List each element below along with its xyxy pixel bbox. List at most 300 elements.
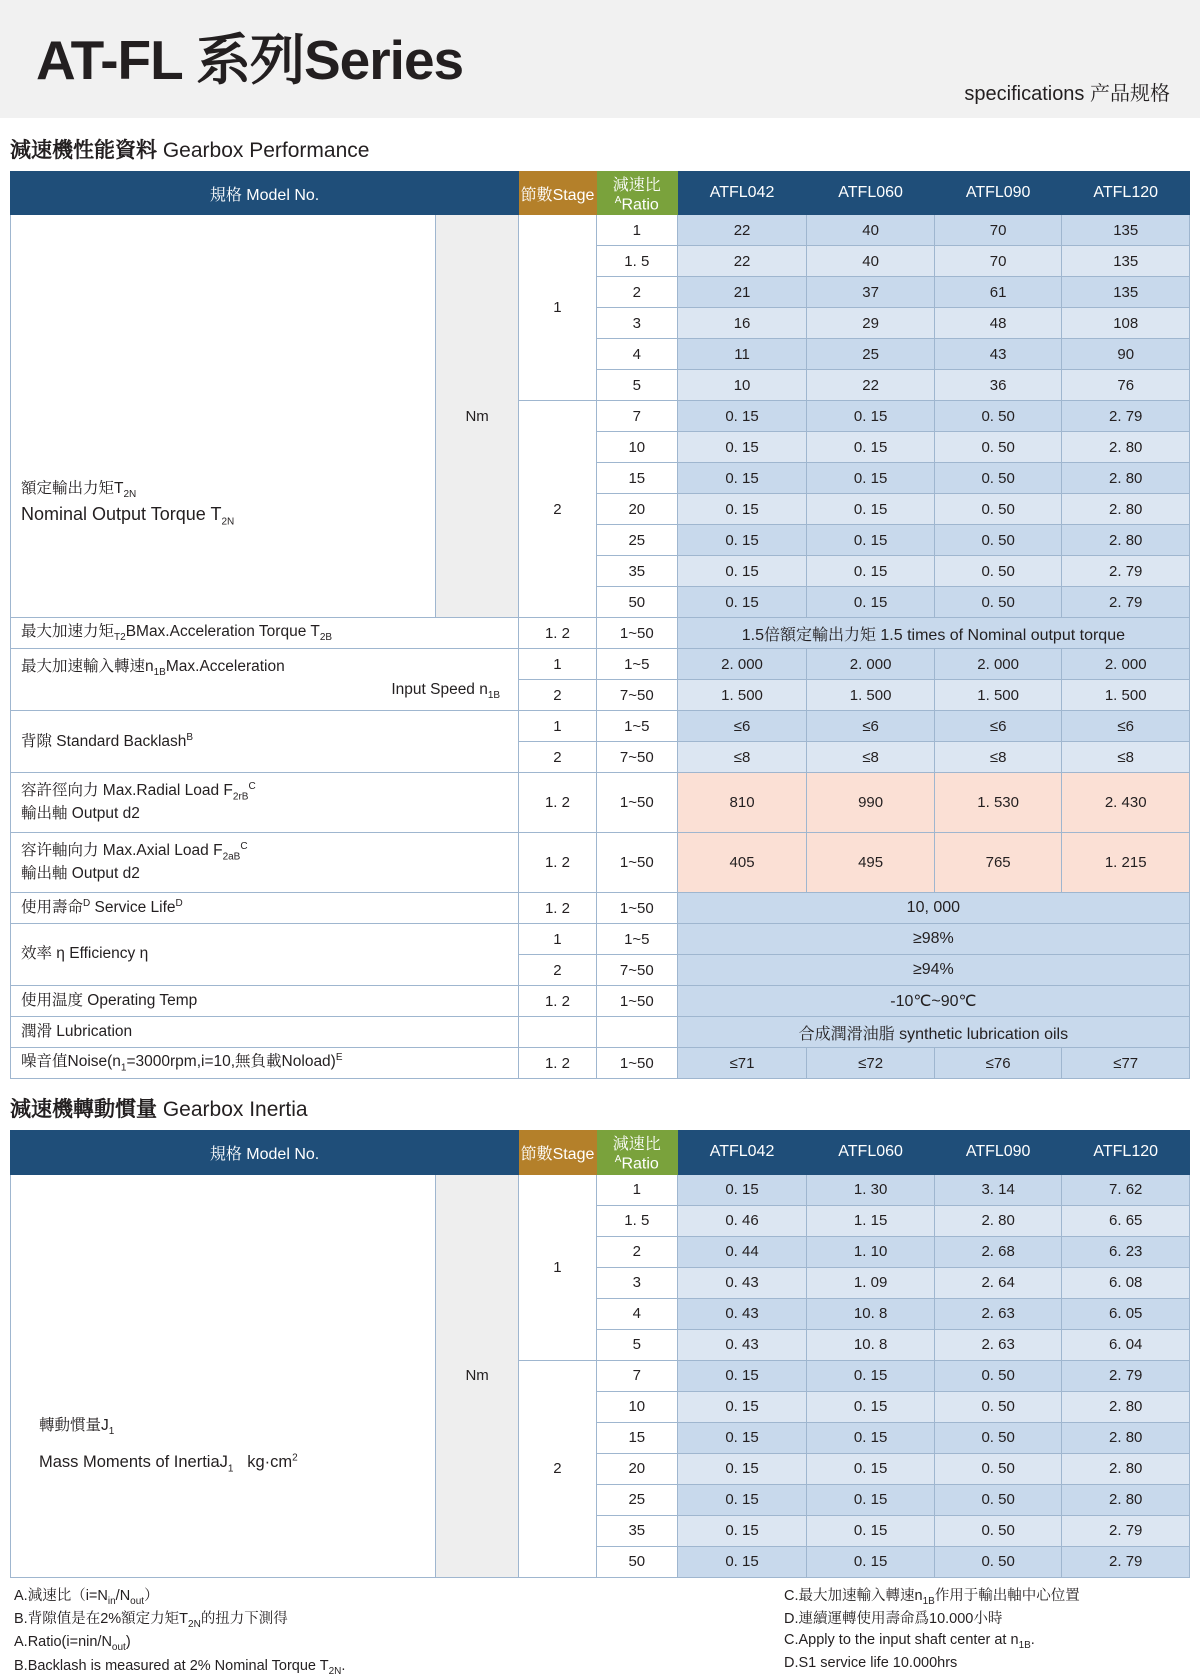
value-cell: 40 [807, 215, 935, 246]
stage-cell-1: 1 [519, 1174, 597, 1360]
value-cell: ≤6 [677, 711, 807, 742]
value-cell: 37 [807, 277, 935, 308]
value-cell: 0. 43 [677, 1329, 807, 1360]
ratio-cell: 10 [596, 432, 677, 463]
accel-torque-sub2: 2B [319, 632, 333, 644]
header-model-042: ATFL042 [677, 172, 807, 215]
stage-cell: 1. 2 [519, 618, 597, 649]
ratio-cell: 25 [596, 525, 677, 556]
row-label-operating-temp: 使用温度 Operating Temp [11, 986, 519, 1017]
ratio-cell: 10 [596, 1391, 677, 1422]
service-life-label-en: Service Life [90, 899, 176, 917]
value-cell: 2. 80 [1062, 525, 1190, 556]
value-cell: 495 [807, 833, 935, 893]
table-header-row [11, 1131, 1190, 1174]
stage-cell: 1. 2 [519, 833, 597, 893]
unit-cell-nm: Nm [436, 215, 519, 618]
ratio-cell: 3 [596, 1267, 677, 1298]
value-cell: ≤76 [934, 1048, 1062, 1079]
footnote-text: C.最大加速輸入轉速n [784, 1587, 923, 1604]
value-cell: ≤72 [807, 1048, 935, 1079]
value-cell: 1. 500 [934, 680, 1062, 711]
ratio-cell: 20 [596, 494, 677, 525]
stage-cell [519, 1017, 597, 1048]
value-cell: 40 [807, 246, 935, 277]
page-header [0, 0, 1200, 120]
value-cell: 2. 80 [1062, 1484, 1190, 1515]
axial-label-cn: 容许軸向力 Max.Axial Load F [21, 842, 223, 860]
radial-sup: C [248, 781, 256, 793]
performance-title-cn: 減速機性能資料 [10, 139, 157, 162]
value-cell: 0. 15 [807, 463, 935, 494]
footnote-text: ） [144, 1587, 159, 1604]
ratio-cell: 25 [596, 1484, 677, 1515]
table-row [11, 1017, 1190, 1048]
table-row [11, 711, 1190, 742]
row-label-accel-speed [11, 649, 519, 711]
ratio-cell: 1~5 [596, 924, 677, 955]
value-span-cell: 10, 000 [677, 893, 1189, 924]
ratio-cell: 50 [596, 1546, 677, 1577]
value-cell: 2. 80 [1062, 1453, 1190, 1484]
value-cell: 2. 000 [934, 649, 1062, 680]
value-cell: 10. 8 [807, 1298, 935, 1329]
value-span-cell: 合成潤滑油脂 synthetic lubrication oils [677, 1017, 1189, 1048]
value-cell: 0. 15 [807, 525, 935, 556]
service-life-sup2: D [175, 898, 183, 910]
header-model: 規格 Model No. [11, 172, 519, 215]
header-ratio [596, 1131, 677, 1174]
value-cell: 1. 500 [807, 680, 935, 711]
value-span-cell: ≥94% [677, 955, 1189, 986]
header-model-042: ATFL042 [677, 1131, 807, 1174]
row-label-radial-load [11, 773, 519, 833]
value-cell: 1. 10 [807, 1236, 935, 1267]
page-title: AT-FL 系列Series [36, 29, 464, 91]
ratio-cell: 35 [596, 1515, 677, 1546]
value-cell: 0. 50 [934, 463, 1062, 494]
value-cell: 0. 15 [807, 432, 935, 463]
accel-torque-sub: T2 [114, 632, 126, 644]
ratio-cell: 7 [596, 401, 677, 432]
footnotes-right [784, 1586, 1080, 1675]
ratio-cell: 1. 5 [596, 1205, 677, 1236]
value-cell: 405 [677, 833, 807, 893]
value-cell: 2. 79 [1062, 401, 1190, 432]
torque-label-en: Nominal Output Torque T [21, 503, 222, 524]
footnotes [0, 1586, 1200, 1677]
value-cell: 25 [807, 339, 935, 370]
value-cell: 0. 15 [677, 587, 807, 618]
value-cell: 6. 65 [1062, 1205, 1190, 1236]
value-cell: 0. 15 [807, 556, 935, 587]
stage-cell: 2 [519, 742, 597, 773]
header-model-090: ATFL090 [934, 172, 1062, 215]
value-cell: 70 [934, 215, 1062, 246]
value-cell: 48 [934, 308, 1062, 339]
footnote-text: B.Backlash is measured at 2% Nominal Torque T [14, 1657, 329, 1674]
value-cell: 0. 15 [807, 1484, 935, 1515]
ratio-cell: 7~50 [596, 680, 677, 711]
ratio-cell: 1~5 [596, 649, 677, 680]
value-cell: 2. 000 [807, 649, 935, 680]
ratio-cell [596, 1017, 677, 1048]
value-cell: 2. 80 [1062, 1422, 1190, 1453]
ratio-cell: 7~50 [596, 742, 677, 773]
value-cell: ≤8 [677, 742, 807, 773]
value-cell: 0. 15 [677, 556, 807, 587]
radial-sub: 2rB [232, 791, 249, 803]
value-cell: 0. 43 [677, 1267, 807, 1298]
ratio-cell: 1~5 [596, 711, 677, 742]
value-cell: 0. 15 [807, 1453, 935, 1484]
row-label-nominal-torque [11, 215, 436, 618]
ratio-cell: 1. 5 [596, 246, 677, 277]
value-cell: 0. 15 [807, 1515, 935, 1546]
ratio-cell: 35 [596, 556, 677, 587]
footnote-sub: out [130, 1595, 145, 1607]
torque-label-cn: 額定輸出力矩T [21, 479, 124, 497]
inertia-unit-sup: 2 [292, 1452, 298, 1464]
value-cell: 0. 50 [934, 1515, 1062, 1546]
value-cell: ≤8 [1062, 742, 1190, 773]
value-cell: 2. 000 [677, 649, 807, 680]
value-span-cell: -10℃~90℃ [677, 986, 1189, 1017]
inertia-title-cn: 減速機轉動慣量 [10, 1098, 157, 1122]
ratio-cell: 15 [596, 463, 677, 494]
table-row [11, 1048, 1190, 1079]
value-cell: 0. 15 [677, 494, 807, 525]
value-span-cell: 1.5倍額定輸出力矩 1.5 times of Nominal output torque [677, 618, 1189, 649]
table-row [11, 924, 1190, 955]
value-cell: 135 [1062, 215, 1190, 246]
header-model-120: ATFL120 [1062, 1131, 1190, 1174]
accel-speed-label-en2: Input Speed n [391, 680, 488, 698]
value-cell: 2. 68 [934, 1236, 1062, 1267]
value-cell: 11 [677, 339, 807, 370]
row-label-axial-load [11, 833, 519, 893]
value-cell: 0. 50 [934, 525, 1062, 556]
stage-cell: 1 [519, 649, 597, 680]
footnote-item [784, 1653, 1080, 1674]
stage-cell-1: 1 [519, 215, 597, 401]
value-cell: 0. 15 [807, 494, 935, 525]
value-cell: 0. 50 [934, 432, 1062, 463]
performance-title-en: Gearbox Performance [162, 139, 370, 162]
table-row [11, 893, 1190, 924]
header-ratio [596, 172, 677, 215]
footnote-item [14, 1586, 345, 1609]
ratio-cell: 1~50 [596, 833, 677, 893]
ratio-cell: 3 [596, 308, 677, 339]
inertia-label-en: Mass Moments of InertiaJ [39, 1452, 228, 1471]
footnote-sub: in [107, 1595, 116, 1607]
value-cell: 0. 50 [934, 401, 1062, 432]
value-cell: 0. 15 [677, 1515, 807, 1546]
value-cell: 21 [677, 277, 807, 308]
value-cell: 22 [677, 246, 807, 277]
stage-cell: 2 [519, 955, 597, 986]
value-cell: 10 [677, 370, 807, 401]
value-cell: 135 [1062, 277, 1190, 308]
footnote-text: . [341, 1657, 346, 1674]
ratio-cell: 1 [596, 215, 677, 246]
value-cell: ≤6 [1062, 711, 1190, 742]
value-cell: 0. 15 [677, 463, 807, 494]
footnote-sub: 2N [188, 1618, 201, 1630]
inertia-section-title [10, 1093, 1200, 1123]
footnote-item [784, 1609, 1080, 1630]
accel-speed-label-en1: Max.Acceleration [165, 658, 285, 676]
value-cell: 7. 62 [1062, 1174, 1190, 1205]
value-cell: 0. 15 [677, 432, 807, 463]
value-cell: 43 [934, 339, 1062, 370]
value-cell: 1. 500 [677, 680, 807, 711]
axial-label-en: 輸出軸 Output d2 [21, 865, 140, 883]
footnote-text: ) [125, 1634, 131, 1651]
value-cell: 765 [934, 833, 1062, 893]
value-cell: 0. 15 [677, 1484, 807, 1515]
footnote-text: D.S1 service life 10.000hrs [784, 1655, 958, 1672]
ratio-cell: 20 [596, 1453, 677, 1484]
ratio-cell: 1~50 [596, 986, 677, 1017]
ratio-cell: 5 [596, 1329, 677, 1360]
row-label-backlash [11, 711, 519, 773]
value-cell: 1. 530 [934, 773, 1062, 833]
ratio-cell: 7 [596, 1360, 677, 1391]
footnote-item [784, 1630, 1080, 1653]
table-row [11, 986, 1190, 1017]
value-cell: 76 [1062, 370, 1190, 401]
value-cell: 2. 79 [1062, 1360, 1190, 1391]
value-cell: 61 [934, 277, 1062, 308]
value-cell: 0. 50 [934, 556, 1062, 587]
value-cell: 0. 15 [807, 1422, 935, 1453]
value-cell: 2. 63 [934, 1329, 1062, 1360]
ratio-cell: 1~50 [596, 773, 677, 833]
torque-label-en-sub: 2N [221, 516, 235, 528]
value-cell: 0. 15 [677, 1391, 807, 1422]
value-cell: 0. 50 [934, 587, 1062, 618]
stage-cell-2: 2 [519, 401, 597, 618]
stage-cell: 2 [519, 680, 597, 711]
footnote-sub: 1B [1018, 1639, 1031, 1651]
value-cell: ≤77 [1062, 1048, 1190, 1079]
value-cell: 2. 430 [1062, 773, 1190, 833]
footnote-item [14, 1609, 345, 1632]
accel-speed-sub2: 1B [487, 689, 501, 701]
footnote-item [14, 1656, 345, 1679]
value-cell: 0. 15 [807, 401, 935, 432]
unit-cell-nm: Nm [436, 1174, 519, 1577]
value-cell: 0. 44 [677, 1236, 807, 1267]
noise-label-b: =3000rpm,i=10,無負載Noload) [126, 1053, 336, 1071]
backlash-sup: B [186, 731, 194, 743]
radial-label-cn: 容許徑向力 Max.Radial Load F [21, 782, 233, 800]
footnote-text: /N [115, 1587, 131, 1604]
value-cell: 0. 15 [807, 587, 935, 618]
value-cell: 2. 79 [1062, 556, 1190, 587]
inertia-sub: 1 [108, 1426, 115, 1438]
value-cell: 2. 80 [1062, 494, 1190, 525]
value-cell: 0. 50 [934, 1422, 1062, 1453]
table-row [11, 1174, 1190, 1205]
row-label-noise [11, 1048, 519, 1079]
table-row [11, 649, 1190, 680]
value-cell: 0. 15 [677, 1174, 807, 1205]
value-cell: 0. 15 [677, 1546, 807, 1577]
row-label-efficiency: 效率 η Efficiency η [11, 924, 519, 986]
value-cell: 6. 05 [1062, 1298, 1190, 1329]
value-cell: 0. 46 [677, 1205, 807, 1236]
torque-label-cn-sub: 2N [123, 489, 137, 501]
value-cell: 3. 14 [934, 1174, 1062, 1205]
stage-cell: 1. 2 [519, 893, 597, 924]
value-cell: 1. 09 [807, 1267, 935, 1298]
footnote-text: A.減速比（i=N [14, 1587, 108, 1604]
row-label-service-life [11, 893, 519, 924]
performance-table [10, 171, 1190, 1079]
stage-cell: 1 [519, 924, 597, 955]
inertia-sub2: 1 [227, 1462, 234, 1474]
footnote-text: A.Ratio(i=nin/N [14, 1634, 112, 1651]
service-life-sup1: D [83, 898, 91, 910]
value-cell: 0. 50 [934, 1391, 1062, 1422]
ratio-cell: 1~50 [596, 618, 677, 649]
stage-cell: 1. 2 [519, 773, 597, 833]
stage-cell: 1. 2 [519, 986, 597, 1017]
axial-sub: 2aB [222, 851, 241, 863]
stage-cell: 1. 2 [519, 1048, 597, 1079]
value-span-cell: ≥98% [677, 924, 1189, 955]
footnote-text: 作用于輸出軸中心位置 [934, 1587, 1080, 1604]
value-cell: 16 [677, 308, 807, 339]
footnote-sub: 1B [922, 1595, 935, 1607]
footnote-sub: out [111, 1642, 126, 1654]
row-label-lubrication: 潤滑 Lubrication [11, 1017, 519, 1048]
value-cell: 0. 15 [677, 1422, 807, 1453]
value-cell: 2. 79 [1062, 1546, 1190, 1577]
footnote-item [14, 1632, 345, 1655]
value-cell: 0. 50 [934, 1484, 1062, 1515]
ratio-cell: 2 [596, 277, 677, 308]
ratio-cell: 15 [596, 1422, 677, 1453]
value-cell: 10. 8 [807, 1329, 935, 1360]
footnotes-left [14, 1586, 345, 1679]
value-cell: 810 [677, 773, 807, 833]
row-label-inertia [11, 1174, 436, 1577]
header-model-060: ATFL060 [807, 172, 935, 215]
value-cell: 0. 15 [677, 525, 807, 556]
value-cell: 6. 23 [1062, 1236, 1190, 1267]
value-cell: 1. 30 [807, 1174, 935, 1205]
ratio-cell: 1~50 [596, 893, 677, 924]
ratio-cell: 5 [596, 370, 677, 401]
table-row [11, 215, 1190, 246]
value-cell: 0. 15 [677, 1360, 807, 1391]
ratio-cell: 4 [596, 339, 677, 370]
value-cell: ≤6 [934, 711, 1062, 742]
header-stage: 節數Stage [519, 172, 597, 215]
value-cell: 90 [1062, 339, 1190, 370]
accel-speed-sub: 1B [153, 667, 166, 679]
specifications-label: specifications 产品规格 [964, 83, 1170, 105]
footnote-text: D.連續運轉使用壽命爲10.000小時 [784, 1611, 1003, 1628]
value-cell: 0. 15 [677, 1453, 807, 1484]
value-cell: 2. 79 [1062, 587, 1190, 618]
value-cell: 2. 80 [1062, 463, 1190, 494]
value-cell: 0. 50 [934, 1453, 1062, 1484]
performance-section-title [10, 134, 1200, 164]
accel-torque-label-cn: 最大加速力矩 [21, 623, 115, 641]
header-ratio-sup: A [614, 195, 622, 206]
value-cell: 2. 80 [1062, 432, 1190, 463]
value-cell: 29 [807, 308, 935, 339]
header-ratio-sup: A [614, 1154, 622, 1166]
value-cell: 1. 500 [1062, 680, 1190, 711]
value-cell: 1. 215 [1062, 833, 1190, 893]
value-cell: 36 [934, 370, 1062, 401]
inertia-label-cn: 轉動慣量J [39, 1416, 109, 1434]
value-cell: 135 [1062, 246, 1190, 277]
value-cell: ≤8 [934, 742, 1062, 773]
value-cell: 0. 43 [677, 1298, 807, 1329]
footnote-text: C.Apply to the input shaft center at n [784, 1632, 1019, 1649]
header-ratio-en: Ratio [621, 1155, 659, 1173]
value-cell: 2. 000 [1062, 649, 1190, 680]
value-cell: 0. 15 [677, 401, 807, 432]
header-model-060: ATFL060 [807, 1131, 935, 1174]
table-row [11, 618, 1190, 649]
row-label-accel-torque [11, 618, 519, 649]
value-cell: 2. 64 [934, 1267, 1062, 1298]
ratio-cell: 2 [596, 1236, 677, 1267]
value-cell: 0. 15 [807, 1391, 935, 1422]
noise-label-a: 噪音值Noise(n [21, 1053, 121, 1071]
header-model-090: ATFL090 [934, 1131, 1062, 1174]
value-cell: 0. 50 [934, 494, 1062, 525]
value-cell: ≤8 [807, 742, 935, 773]
footnote-text: B.背隙值是在2%額定力矩T [14, 1611, 189, 1628]
value-cell: 70 [934, 246, 1062, 277]
header-model: 規格 Model No. [11, 1131, 519, 1174]
value-cell: 2. 80 [1062, 1391, 1190, 1422]
table-row [11, 773, 1190, 833]
value-cell: ≤71 [677, 1048, 807, 1079]
service-life-label-cn: 使用壽命 [21, 899, 84, 917]
value-cell: 6. 04 [1062, 1329, 1190, 1360]
inertia-unit-label: kg·cm [247, 1452, 293, 1471]
ratio-cell: 1 [596, 1174, 677, 1205]
value-cell: ≤6 [807, 711, 935, 742]
ratio-cell: 50 [596, 587, 677, 618]
stage-cell: 1 [519, 711, 597, 742]
noise-sup: E [335, 1052, 343, 1064]
value-cell: 22 [807, 370, 935, 401]
header-ratio-en: Ratio [621, 196, 659, 214]
table-header-row [11, 172, 1190, 215]
ratio-cell: 7~50 [596, 955, 677, 986]
value-cell: 2. 63 [934, 1298, 1062, 1329]
accel-speed-label-cn: 最大加速輸入轉速n [21, 658, 154, 676]
radial-label-en: 輸出軸 Output d2 [21, 805, 140, 823]
header-ratio-cn: 減速比 [612, 1136, 661, 1154]
value-cell: 0. 50 [934, 1546, 1062, 1577]
value-cell: 2. 79 [1062, 1515, 1190, 1546]
inertia-table [10, 1130, 1190, 1577]
value-cell: 0. 15 [807, 1360, 935, 1391]
inertia-title-en: Gearbox Inertia [162, 1098, 308, 1122]
